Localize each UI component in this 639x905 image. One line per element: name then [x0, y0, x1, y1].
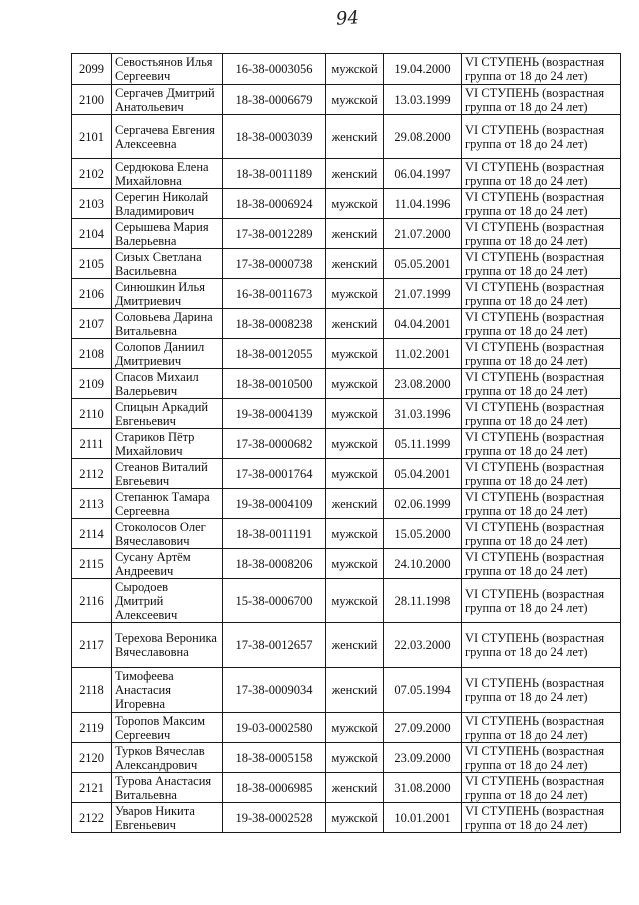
uin-number-cell: 16-38-0011673	[223, 279, 326, 309]
row-number-cell: 2110	[72, 399, 112, 429]
row-number-cell: 2117	[72, 623, 112, 668]
uin-number-cell: 18-38-0006985	[223, 773, 326, 803]
gender-cell: мужской	[326, 54, 384, 85]
gender-cell: мужской	[326, 429, 384, 459]
row-number-cell: 2108	[72, 339, 112, 369]
gto-level-cell: VI СТУПЕНЬ (возрастная группа от 18 до 24 лет)	[462, 429, 621, 459]
full-name-cell: Терехова Вероника Вячеславовна	[112, 623, 223, 668]
uin-number-cell: 17-38-0012657	[223, 623, 326, 668]
gto-level-cell: VI СТУПЕНЬ (возрастная группа от 18 до 24 лет)	[462, 489, 621, 519]
birth-date-cell: 10.01.2001	[384, 803, 462, 833]
birth-date-cell: 07.05.1994	[384, 668, 462, 713]
birth-date-cell: 21.07.1999	[384, 279, 462, 309]
birth-date-cell: 19.04.2000	[384, 54, 462, 85]
full-name-cell: Солопов Даниил Дмитриевич	[112, 339, 223, 369]
birth-date-cell: 04.04.2001	[384, 309, 462, 339]
table-row	[72, 159, 621, 189]
full-name-cell: Сусану Артём Андреевич	[112, 549, 223, 579]
birth-date-cell: 23.09.2000	[384, 743, 462, 773]
full-name-cell: Стоколосов Олег Вячеславович	[112, 519, 223, 549]
row-number-cell: 2104	[72, 219, 112, 249]
gto-level-cell: VI СТУПЕНЬ (возрастная группа от 18 до 24 лет)	[462, 773, 621, 803]
gender-cell: мужской	[326, 713, 384, 743]
uin-number-cell: 18-38-0008206	[223, 549, 326, 579]
row-number-cell: 2099	[72, 54, 112, 85]
table-row	[72, 743, 621, 773]
gender-cell: женский	[326, 219, 384, 249]
birth-date-cell: 22.03.2000	[384, 623, 462, 668]
full-name-cell: Севостьянов Илья Сергеевич	[112, 54, 223, 85]
gto-level-cell: VI СТУПЕНЬ (возрастная группа от 18 до 24 лет)	[462, 519, 621, 549]
table-row	[72, 429, 621, 459]
birth-date-cell: 13.03.1999	[384, 85, 462, 115]
gender-cell: мужской	[326, 743, 384, 773]
gto-level-cell: VI СТУПЕНЬ (возрастная группа от 18 до 24 лет)	[462, 399, 621, 429]
uin-number-cell: 18-38-0006679	[223, 85, 326, 115]
row-number-cell: 2122	[72, 803, 112, 833]
full-name-cell: Спасов Михаил Валерьевич	[112, 369, 223, 399]
gto-level-cell: VI СТУПЕНЬ (возрастная группа от 18 до 24 лет)	[462, 803, 621, 833]
gender-cell: женский	[326, 623, 384, 668]
gender-cell: мужской	[326, 549, 384, 579]
full-name-cell: Уваров Никита Евгеньевич	[112, 803, 223, 833]
gender-cell: мужской	[326, 189, 384, 219]
full-name-cell: Серышева Мария Валерьевна	[112, 219, 223, 249]
gto-level-cell: VI СТУПЕНЬ (возрастная группа от 18 до 24 лет)	[462, 279, 621, 309]
full-name-cell: Серегин Николай Владимирович	[112, 189, 223, 219]
gender-cell: мужской	[326, 399, 384, 429]
gto-level-cell: VI СТУПЕНЬ (возрастная группа от 18 до 24 лет)	[462, 309, 621, 339]
birth-date-cell: 15.05.2000	[384, 519, 462, 549]
uin-number-cell: 18-38-0008238	[223, 309, 326, 339]
row-number-cell: 2101	[72, 115, 112, 159]
birth-date-cell: 28.11.1998	[384, 579, 462, 623]
uin-number-cell: 17-38-0000738	[223, 249, 326, 279]
full-name-cell: Сердюкова Елена Михайловна	[112, 159, 223, 189]
birth-date-cell: 06.04.1997	[384, 159, 462, 189]
uin-number-cell: 16-38-0003056	[223, 54, 326, 85]
table-row	[72, 773, 621, 803]
uin-number-cell: 19-38-0004109	[223, 489, 326, 519]
uin-number-cell: 18-38-0005158	[223, 743, 326, 773]
table-row	[72, 668, 621, 713]
row-number-cell: 2105	[72, 249, 112, 279]
gto-level-cell: VI СТУПЕНЬ (возрастная группа от 18 до 24 лет)	[462, 623, 621, 668]
row-number-cell: 2111	[72, 429, 112, 459]
table-row	[72, 549, 621, 579]
full-name-cell: Сергачев Дмитрий Анатольевич	[112, 85, 223, 115]
gto-level-cell: VI СТУПЕНЬ (возрастная группа от 18 до 24 лет)	[462, 189, 621, 219]
uin-number-cell: 15-38-0006700	[223, 579, 326, 623]
gto-level-cell: VI СТУПЕНЬ (возрастная группа от 18 до 24 лет)	[462, 579, 621, 623]
table-row	[72, 579, 621, 623]
gender-cell: женский	[326, 668, 384, 713]
row-number-cell: 2118	[72, 668, 112, 713]
row-number-cell: 2109	[72, 369, 112, 399]
registry-table-body	[72, 54, 621, 833]
table-row	[72, 249, 621, 279]
table-row	[72, 519, 621, 549]
gto-level-cell: VI СТУПЕНЬ (возрастная группа от 18 до 24 лет)	[462, 743, 621, 773]
row-number-cell: 2113	[72, 489, 112, 519]
birth-date-cell: 24.10.2000	[384, 549, 462, 579]
gto-level-cell: VI СТУПЕНЬ (возрастная группа от 18 до 24 лет)	[462, 115, 621, 159]
birth-date-cell: 02.06.1999	[384, 489, 462, 519]
birth-date-cell: 31.03.1996	[384, 399, 462, 429]
row-number-cell: 2112	[72, 459, 112, 489]
gto-level-cell: VI СТУПЕНЬ (возрастная группа от 18 до 24 лет)	[462, 668, 621, 713]
row-number-cell: 2103	[72, 189, 112, 219]
table-row	[72, 189, 621, 219]
gender-cell: мужской	[326, 339, 384, 369]
gender-cell: женский	[326, 309, 384, 339]
full-name-cell: Торопов Максим Сергеевич	[112, 713, 223, 743]
table-row	[72, 339, 621, 369]
table-row	[72, 803, 621, 833]
gender-cell: женский	[326, 489, 384, 519]
birth-date-cell: 05.05.2001	[384, 249, 462, 279]
full-name-cell: Тимофеева Анастасия Игоревна	[112, 668, 223, 713]
birth-date-cell: 31.08.2000	[384, 773, 462, 803]
uin-number-cell: 18-38-0011189	[223, 159, 326, 189]
gender-cell: женский	[326, 773, 384, 803]
row-number-cell: 2106	[72, 279, 112, 309]
birth-date-cell: 11.04.1996	[384, 189, 462, 219]
gender-cell: мужской	[326, 803, 384, 833]
gto-level-cell: VI СТУПЕНЬ (возрастная группа от 18 до 24 лет)	[462, 369, 621, 399]
full-name-cell: Сизых Светлана Васильевна	[112, 249, 223, 279]
uin-number-cell: 18-38-0003039	[223, 115, 326, 159]
birth-date-cell: 27.09.2000	[384, 713, 462, 743]
gender-cell: женский	[326, 249, 384, 279]
uin-number-cell: 18-38-0006924	[223, 189, 326, 219]
gto-level-cell: VI СТУПЕНЬ (возрастная группа от 18 до 24 лет)	[462, 249, 621, 279]
birth-date-cell: 05.04.2001	[384, 459, 462, 489]
uin-number-cell: 17-38-0000682	[223, 429, 326, 459]
birth-date-cell: 23.08.2000	[384, 369, 462, 399]
birth-date-cell: 11.02.2001	[384, 339, 462, 369]
row-number-cell: 2119	[72, 713, 112, 743]
full-name-cell: Сыродоев Дмитрий Алексеевич	[112, 579, 223, 623]
row-number-cell: 2100	[72, 85, 112, 115]
table-row	[72, 279, 621, 309]
table-row	[72, 399, 621, 429]
gto-level-cell: VI СТУПЕНЬ (возрастная группа от 18 до 24 лет)	[462, 713, 621, 743]
uin-number-cell: 17-38-0001764	[223, 459, 326, 489]
gto-level-cell: VI СТУПЕНЬ (возрастная группа от 18 до 24 лет)	[462, 549, 621, 579]
gender-cell: женский	[326, 159, 384, 189]
table-row	[72, 115, 621, 159]
full-name-cell: Спицын Аркадий Евгеньевич	[112, 399, 223, 429]
row-number-cell: 2107	[72, 309, 112, 339]
birth-date-cell: 05.11.1999	[384, 429, 462, 459]
full-name-cell: Стеанов Виталий Евгеьевич	[112, 459, 223, 489]
gto-level-cell: VI СТУПЕНЬ (возрастная группа от 18 до 24 лет)	[462, 85, 621, 115]
full-name-cell: Соловьева Дарина Витальевна	[112, 309, 223, 339]
gender-cell: мужской	[326, 519, 384, 549]
full-name-cell: Синюшкин Илья Дмитриевич	[112, 279, 223, 309]
uin-number-cell: 18-38-0011191	[223, 519, 326, 549]
table-row	[72, 85, 621, 115]
full-name-cell: Сергачева Евгения Алексеевна	[112, 115, 223, 159]
gender-cell: мужской	[326, 279, 384, 309]
gender-cell: мужской	[326, 579, 384, 623]
gto-level-cell: VI СТУПЕНЬ (возрастная группа от 18 до 24 лет)	[462, 339, 621, 369]
table-row	[72, 459, 621, 489]
uin-number-cell: 19-38-0002528	[223, 803, 326, 833]
full-name-cell: Стариков Пётр Михайлович	[112, 429, 223, 459]
gto-level-cell: VI СТУПЕНЬ (возрастная группа от 18 до 24 лет)	[462, 219, 621, 249]
table-row	[72, 713, 621, 743]
row-number-cell: 2114	[72, 519, 112, 549]
gender-cell: мужской	[326, 459, 384, 489]
row-number-cell: 2116	[72, 579, 112, 623]
birth-date-cell: 29.08.2000	[384, 115, 462, 159]
gto-level-cell: VI СТУПЕНЬ (возрастная группа от 18 до 24 лет)	[462, 159, 621, 189]
uin-number-cell: 19-03-0002580	[223, 713, 326, 743]
table-row	[72, 489, 621, 519]
gto-level-cell: VI СТУПЕНЬ (возрастная группа от 18 до 24 лет)	[462, 54, 621, 85]
uin-number-cell: 18-38-0012055	[223, 339, 326, 369]
table-row	[72, 219, 621, 249]
full-name-cell: Турова Анастасия Витальевна	[112, 773, 223, 803]
page-number: 94	[335, 7, 360, 30]
row-number-cell: 2115	[72, 549, 112, 579]
gender-cell: мужской	[326, 85, 384, 115]
full-name-cell: Степанюк Тамара Сергеевна	[112, 489, 223, 519]
table-row	[72, 623, 621, 668]
table-row	[72, 54, 621, 85]
gto-level-cell: VI СТУПЕНЬ (возрастная группа от 18 до 24 лет)	[462, 459, 621, 489]
table-row	[72, 309, 621, 339]
uin-number-cell: 17-38-0012289	[223, 219, 326, 249]
row-number-cell: 2121	[72, 773, 112, 803]
uin-number-cell: 17-38-0009034	[223, 668, 326, 713]
row-number-cell: 2120	[72, 743, 112, 773]
full-name-cell: Турков Вячеслав Александрович	[112, 743, 223, 773]
uin-number-cell: 18-38-0010500	[223, 369, 326, 399]
gender-cell: мужской	[326, 369, 384, 399]
birth-date-cell: 21.07.2000	[384, 219, 462, 249]
registry-table	[71, 53, 621, 833]
row-number-cell: 2102	[72, 159, 112, 189]
uin-number-cell: 19-38-0004139	[223, 399, 326, 429]
gender-cell: женский	[326, 115, 384, 159]
table-row	[72, 369, 621, 399]
